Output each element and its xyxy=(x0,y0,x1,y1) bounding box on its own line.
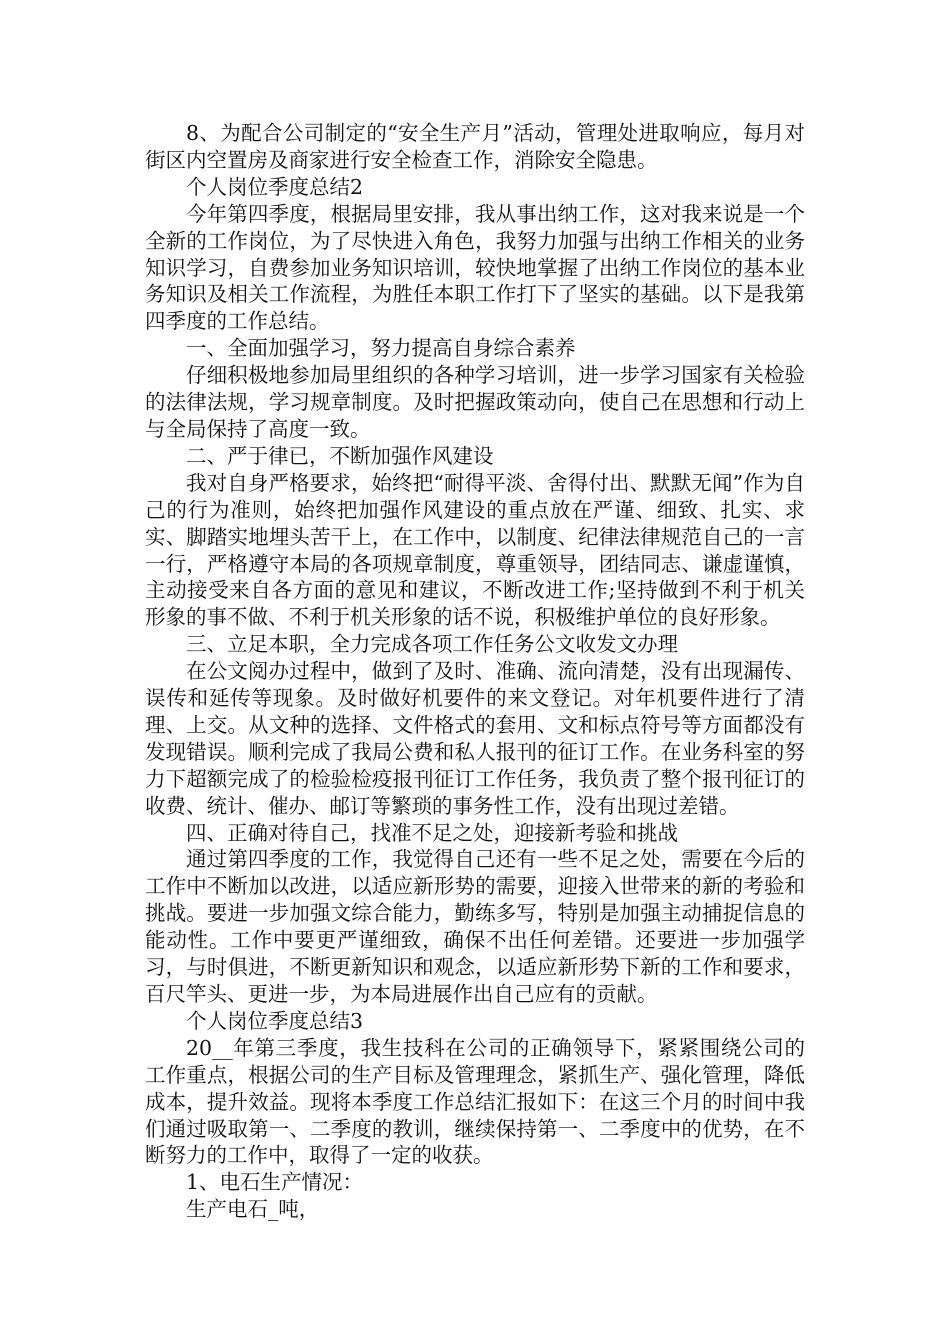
paragraph-improvement: 通过第四季度的工作，我觉得自己还有一些不足之处，需要在今后的工作中不断加以改进，以适应新形势的需要，迎接入世带来的新的考验和挑战。要进一步加强文综合能力，勤练多写，特别是加强主动捕捉信息的能动性。工作中要更严谨细致，确保不出任何差错。还要进一步加强学习，与时俱进，不断更新知识和观念，以适应新形势下新的工作和要求，百尺竿头、更进一步，为本局进展作出自己应有的贡献。 xyxy=(145,847,805,1006)
paragraph-q3-intro: 20__年第三季度，我生技科在公司的正确领导下，紧紧围绕公司的工作重点，根据公司的生产目标及管理理念，紧抓生产、强化管理，降低成本，提升效益。现将本季度工作总结汇报如下：在这三个月的时间中我们通过吸取第一、二季度的教训，继续保持第一、二季度中的优势，在不断努力的工作中，取得了一定的收获。 xyxy=(145,1035,805,1168)
document-page xyxy=(145,120,805,1223)
paragraph-item-8: 8、为配合公司制定的“安全生产月”活动，管理处进取响应，每月对街区内空置房及商家进行安全检查工作，消除安全隐患。 xyxy=(145,121,805,172)
section-title-summary-3: 个人岗位季度总结3 xyxy=(186,1008,364,1033)
paragraph-production-tons: 生产电石_吨， xyxy=(186,1197,320,1222)
paragraph-intro-q4: 今年第四季度，根据局里安排，我从事出纳工作，这对我来说是一个全新的工作岗位，为了尽快进入角色，我努力加强与出纳工作相关的业务知识学习，自费参加业务知识培训，较快地掌握了出纳工作岗位的基本业务知识及相关工作流程，为胜任本职工作打下了坚实的基础。以下是我第四季度的工作总结。 xyxy=(145,201,805,334)
paragraph-duties: 在公文阅办过程中，做到了及时、准确、流向清楚，没有出现漏传、误传和延传等现象。及时做好机要件的来文登记。对年机要件进行了清理、上交。从文种的选择、文件格式的套用、文和标点符号等方面都没有发现错误。顺利完成了我局公费和私人报刊的征订工作。在业务科室的努力下超额完成了的检验检疫报刊征订工作任务，我负责了整个报刊征订的收费、统计、催办、邮订等繁琐的事务性工作，没有出现过差错。 xyxy=(145,659,805,818)
heading-study: 一、全面加强学习，努力提高自身综合素养 xyxy=(186,336,576,361)
section-title-summary-2: 个人岗位季度总结2 xyxy=(186,174,364,199)
heading-calcium-carbide: 1、电石生产情况： xyxy=(186,1170,364,1195)
heading-discipline: 二、严于律已，不断加强作风建设 xyxy=(186,443,494,468)
heading-duties: 三、立足本职，全力完成各项工作任务公文收发文办理 xyxy=(186,632,678,657)
paragraph-study: 仔细积极地参加局里组织的各种学习培训，进一步学习国家有关检验的法律法规，学习规章制度。及时把握政策动向，使自己在思想和行动上与全局保持了高度一致。 xyxy=(145,363,805,441)
paragraph-discipline: 我对自身严格要求，始终把“耐得平淡、舍得付出、默默无闻”作为自己的行为准则，始终把加强作风建设的重点放在严谨、细致、扎实、求实、脚踏实地埋头苦干上，在工作中，以制度、纪律法律规范自己的一言一行，严格遵守本局的各项规章制度，尊重领导，团结同志、谦虚谨慎，主动接受来自各方面的意见和建议，不断改进工作;坚持做到不利于机关形象的事不做、不利于机关形象的话不说，积极维护单位的良好形象。 xyxy=(145,470,805,630)
heading-improvement: 四、正确对待自己，找准不足之处，迎接新考验和挑战 xyxy=(186,820,678,845)
